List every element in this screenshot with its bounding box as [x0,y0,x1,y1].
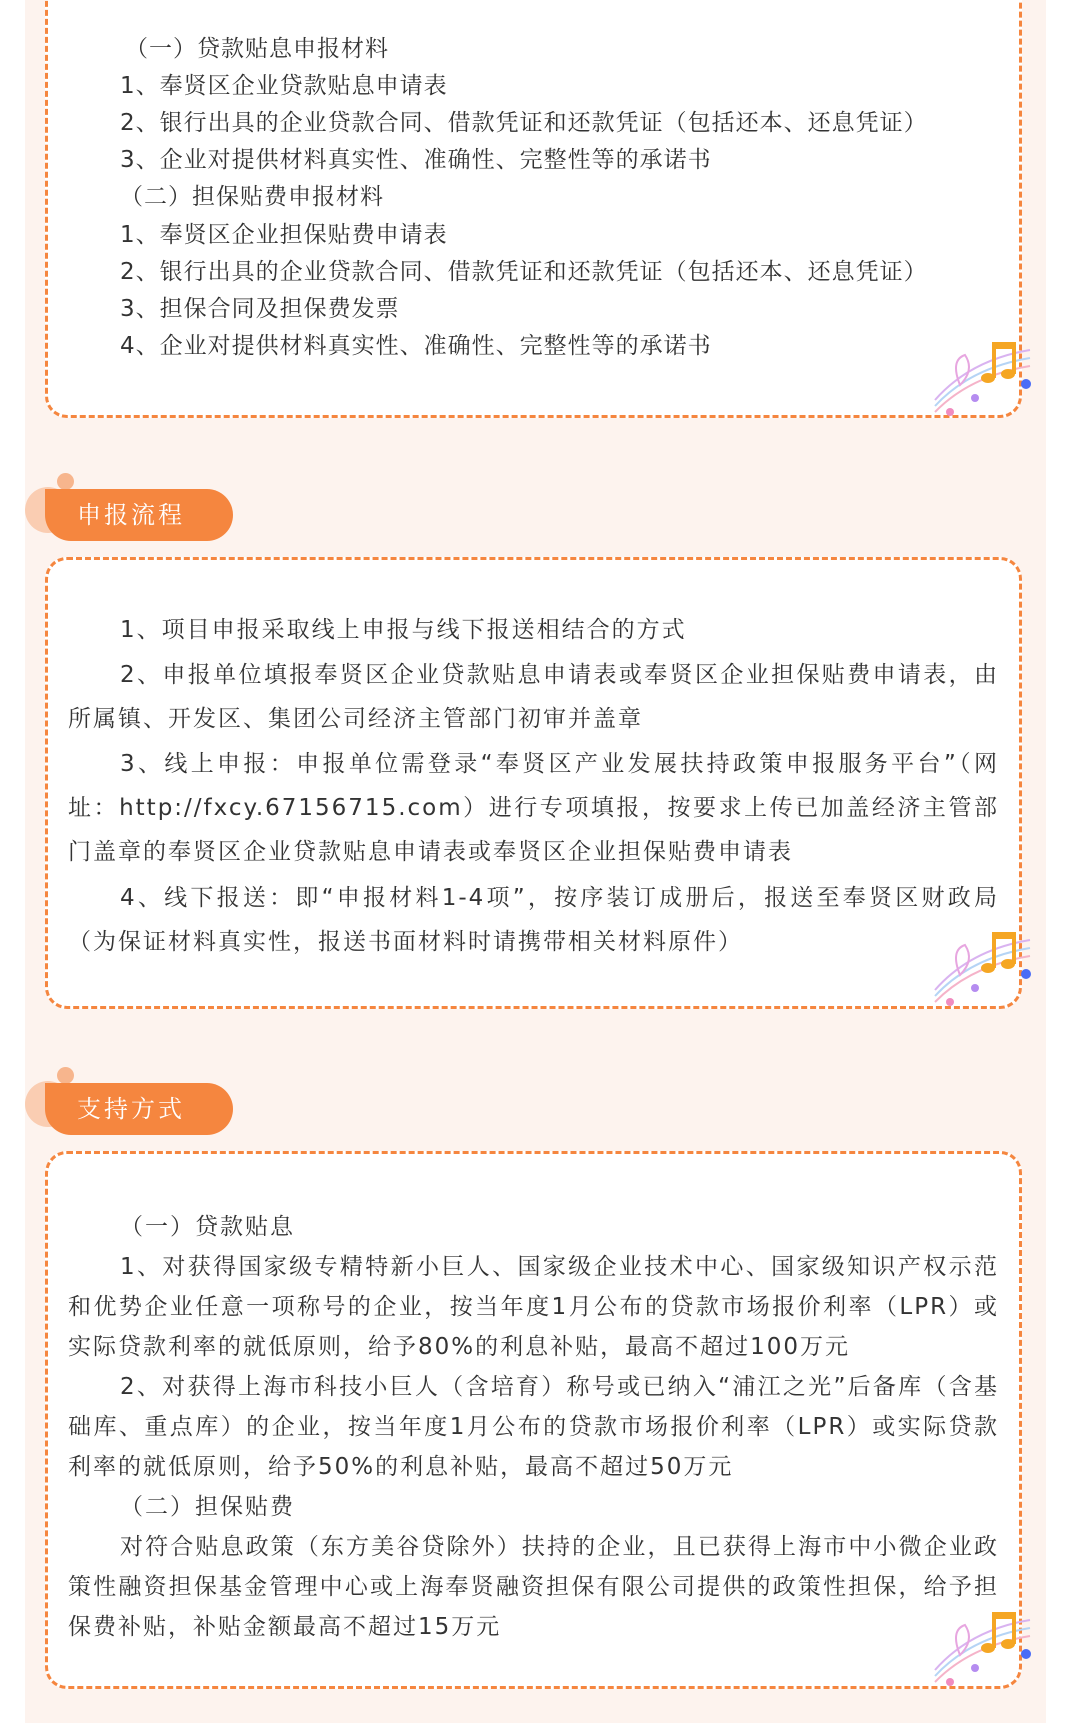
materials-card [45,0,1022,418]
materials-heading-guarantee: （二）担保贴费申报材料 [120,184,384,210]
materials-item: 3、企业对提供材料真实性、准确性、完整性等的承诺书 [120,147,712,173]
process-step: 1、项目申报采取线上申报与线下报送相结合的方式 [120,617,687,643]
support-item: 1、对获得国家级专精特新小巨人、国家级企业技术中心、国家级知识产权示范和优势企业任意一项称号的企业，按当年度1月公布的贷款市场报价利率（LPR）或实际贷款利率的就低原则，给予80%的利息补贴，最高不超过100万元 [68,1254,999,1360]
section-title: 支持方式 [45,1083,233,1135]
section-tag-support [25,1067,213,1127]
materials-item: 1、奉贤区企业贷款贴息申请表 [120,73,448,99]
process-step: 4、线下报送：即“申报材料1-4项”，按序装订成册后，报送至奉贤区财政局（为保证材料真实性，报送书面材料时请携带相关材料原件） [68,885,999,955]
support-card [45,1151,1022,1689]
materials-item: 2、银行出具的企业贷款合同、借款凭证和还款凭证（包括还本、还息凭证） [120,259,928,285]
materials-item: 1、奉贤区企业担保贴费申请表 [120,222,448,248]
process-card [45,557,1022,1009]
materials-heading-loan: （一）贷款贴息申报材料 [125,36,389,62]
music-notes-icon [930,1610,1040,1690]
process-step: 3、线上申报：申报单位需登录“奉贤区产业发展扶持政策申报服务平台”（网址：http://fxcy.67156715.com）进行专项填报，按要求上传已加盖经济主管部门盖章的奉贤区企业贷款贴息申请表或奉贤区企业担保贴费申请表 [68,751,999,865]
materials-item: 3、担保合同及担保费发票 [120,296,400,322]
process-step: 2、申报单位填报奉贤区企业贷款贴息申请表或奉贤区企业担保贴费申请表，由所属镇、开发区、集团公司经济主管部门初审并盖章 [68,662,999,732]
support-item: 对符合贴息政策（东方美谷贷除外）扶持的企业，且已获得上海市中小微企业政策性融资担保基金管理中心或上海奉贤融资担保有限公司提供的政策性担保，给予担保费补贴，补贴金额最高不超过15万元 [68,1534,999,1640]
materials-item: 4、企业对提供材料真实性、准确性、完整性等的承诺书 [120,333,712,359]
music-notes-icon [930,930,1040,1010]
support-item: 2、对获得上海市科技小巨人（含培育）称号或已纳入“浦江之光”后备库（含基础库、重点库）的企业，按当年度1月公布的贷款市场报价利率（LPR）或实际贷款利率的就低原则，给予50%的利息补贴，最高不超过50万元 [68,1374,999,1480]
music-notes-icon [930,340,1040,420]
section-title: 申报流程 [45,489,233,541]
support-heading-guarantee: （二）担保贴费 [120,1494,295,1520]
support-heading-loan: （一）贷款贴息 [120,1214,295,1240]
decor-dot [57,473,74,490]
decor-dot [57,1067,74,1084]
materials-item: 2、银行出具的企业贷款合同、借款凭证和还款凭证（包括还本、还息凭证） [120,110,928,136]
section-tag-process [25,473,213,533]
